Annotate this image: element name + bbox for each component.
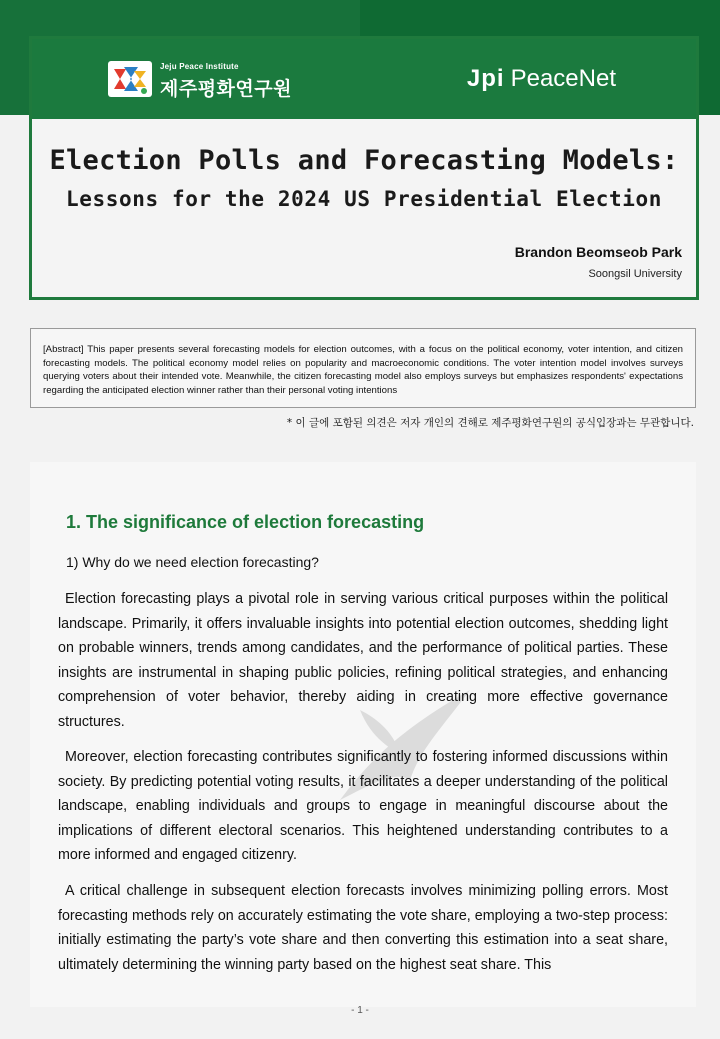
disclaimer-note: * 이 글에 포함된 의견은 저자 개인의 견해로 제주평화연구원의 공식입장과는 무관합니다. <box>286 417 694 429</box>
page-number: - 1 - <box>351 1005 369 1016</box>
jpi-wordmark: Jpi <box>466 65 505 92</box>
author-name: Brandon Beomseob Park <box>514 244 682 260</box>
jpi-peacenet-logo <box>467 65 616 93</box>
sub-heading: 1) Why do we need election forecasting? <box>66 554 319 570</box>
jeju-logo-mark-icon <box>108 61 152 97</box>
body-paragraph-3: A critical challenge in subsequent election forecasts involves minimizing polling errors. Most forecasting methods rely on accurately estimating the vote share, employing a two-step process: initially estimating the party’s vote share and then converting this estimation into a seat share, ultimately determining the winning party based on the highest seat share. This <box>58 883 668 973</box>
section-heading: 1. The significance of election forecasting <box>66 512 425 532</box>
body-paragraph-2: Moreover, election forecasting contributes significantly to fostering informed discussions within society. By predicting potential voting results, it facilitates a deeper understanding of the political landscape, enabling individuals and groups to engage in meaningful discourse about the implications of different electoral scenarios. This heightened understanding contributes to a more informed and engaged citizenry. <box>58 749 668 863</box>
header-logo-bar <box>32 39 696 119</box>
title-header-box <box>29 36 699 300</box>
abstract-box <box>30 328 696 408</box>
peacenet-wordmark: PeaceNet <box>510 65 616 92</box>
institute-english-name: Jeju Peace Institute <box>160 62 239 71</box>
document-title-line-2: Lessons for the 2024 US Presidential Election <box>66 187 662 211</box>
institute-korean-name: 제주평화연구원 <box>160 78 292 100</box>
abstract-text: [Abstract] This paper presents several forecasting models for election outcomes, with a focus on the political economy, voter intention, and citizen forecasting models. The political economy model relies on popularity and macroeconomic conditions. The voter intention model involves surveys querying voters about their intended vote. Meanwhile, the citizen forecasting model also employs surveys but emphasizes respondents' expectations regarding the anticipated election winner rather than their personal voting intentions <box>43 344 683 396</box>
document-title-line-1: Election Polls and Forecasting Models: <box>49 145 679 176</box>
jeju-peace-institute-logo <box>108 61 308 101</box>
author-affiliation: Soongsil University <box>588 268 682 280</box>
body-paragraph-1: Election forecasting plays a pivotal role in serving various critical purposes within the political landscape. Primarily, it offers invaluable insights into potential election outcomes, shedding light on probable winners, trends among candidates, and the performance of political parties. These insights are instrumental in shaping public policies, refining political strategies, and enhancing comprehension of voter behavior, thereby aiding in creating more effective governance structures. <box>58 591 668 730</box>
